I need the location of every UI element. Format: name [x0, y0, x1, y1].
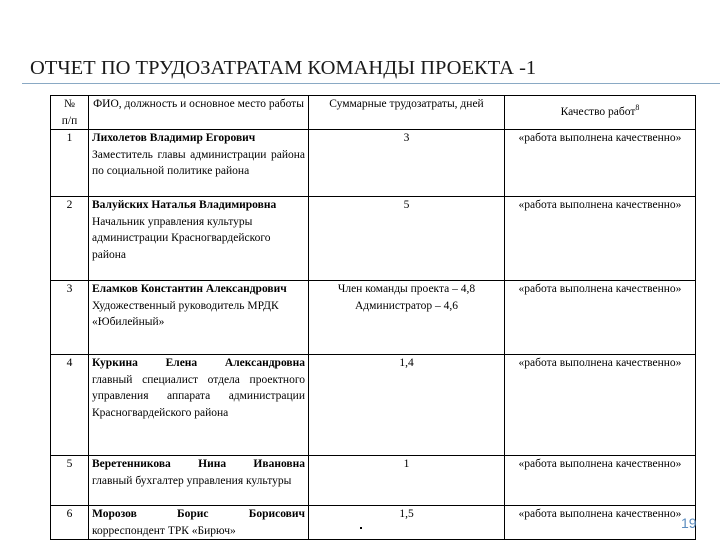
header-quality-label: Качество работ — [560, 106, 636, 118]
row-person — [89, 281, 309, 355]
person-name: Веретенникова Нина Ивановна — [92, 458, 305, 471]
row-num: 2 — [51, 197, 89, 281]
header-num — [51, 96, 89, 130]
person-position: главный бухгалтер управления культуры — [92, 474, 292, 487]
table-row — [51, 355, 696, 456]
row-num: 3 — [51, 281, 89, 355]
row-days — [309, 281, 505, 355]
days-member: Член команды проекта – 4,8 — [337, 283, 476, 296]
table-row — [51, 130, 696, 197]
row-person — [89, 355, 309, 456]
header-quality — [505, 96, 696, 130]
row-quality: «работа выполнена качественно» — [505, 197, 696, 281]
days-admin: Администратор – 4,6 — [355, 299, 458, 312]
row-num: 6 — [51, 506, 89, 540]
table-row — [51, 197, 696, 281]
row-num: 5 — [51, 456, 89, 506]
header-days: Суммарные трудозатраты, дней — [309, 96, 505, 130]
table-header-row — [51, 96, 696, 130]
row-quality: «работа выполнена качественно» — [505, 355, 696, 456]
row-quality: «работа выполнена качественно» — [505, 130, 696, 197]
row-days: 1,4 — [309, 355, 505, 456]
header-name: ФИО, должность и основное место работы — [89, 96, 309, 130]
row-person — [89, 506, 309, 540]
row-quality: «работа выполнена качественно» — [505, 281, 696, 355]
title-divider — [22, 83, 720, 84]
person-name: Лихолетов Владимир Егорович — [92, 132, 256, 145]
person-position: корреспондент ТРК «Бирюч» — [92, 524, 236, 537]
labor-report-table — [50, 95, 696, 540]
row-person — [89, 130, 309, 197]
row-days: 5 — [309, 197, 505, 281]
table-row — [51, 506, 696, 540]
person-name: Еламков Константин Александрович — [92, 283, 287, 296]
page-title: ОТЧЕТ ПО ТРУДОЗАТРАТАМ КОМАНДЫ ПРОЕКТА -1 — [30, 57, 537, 79]
row-days: 1 — [309, 456, 505, 506]
person-name: Морозов Борис Борисович — [92, 508, 305, 521]
stray-dot — [360, 527, 362, 529]
row-days: 3 — [309, 130, 505, 197]
person-position: Начальник управления культуры администрации Красногвардейского района — [92, 215, 271, 261]
row-quality: «работа выполнена качественно» — [505, 456, 696, 506]
person-position: главный специалист отдела проектного управления аппарата администрации Красногвардейского района — [92, 373, 305, 419]
header-num-line2: п/п — [61, 114, 78, 127]
row-num: 4 — [51, 355, 89, 456]
row-num: 1 — [51, 130, 89, 197]
row-days: 1,5 — [309, 506, 505, 540]
header-num-line1: № — [64, 98, 75, 110]
person-position: Заместитель главы администрации района по социальной политике района — [92, 148, 305, 178]
person-name: Куркина Елена Александровна — [92, 357, 305, 370]
person-name: Валуйских Наталья Владимировна — [92, 199, 277, 212]
header-quality-footnote: 8 — [635, 103, 640, 113]
page-number: 19 — [681, 515, 697, 531]
table-row — [51, 456, 696, 506]
row-person — [89, 197, 309, 281]
table-row — [51, 281, 696, 355]
person-position: Художественный руководитель МРДК «Юбилейный» — [92, 299, 279, 329]
row-person — [89, 456, 309, 506]
row-quality: «работа выполнена качественно» — [505, 506, 696, 540]
